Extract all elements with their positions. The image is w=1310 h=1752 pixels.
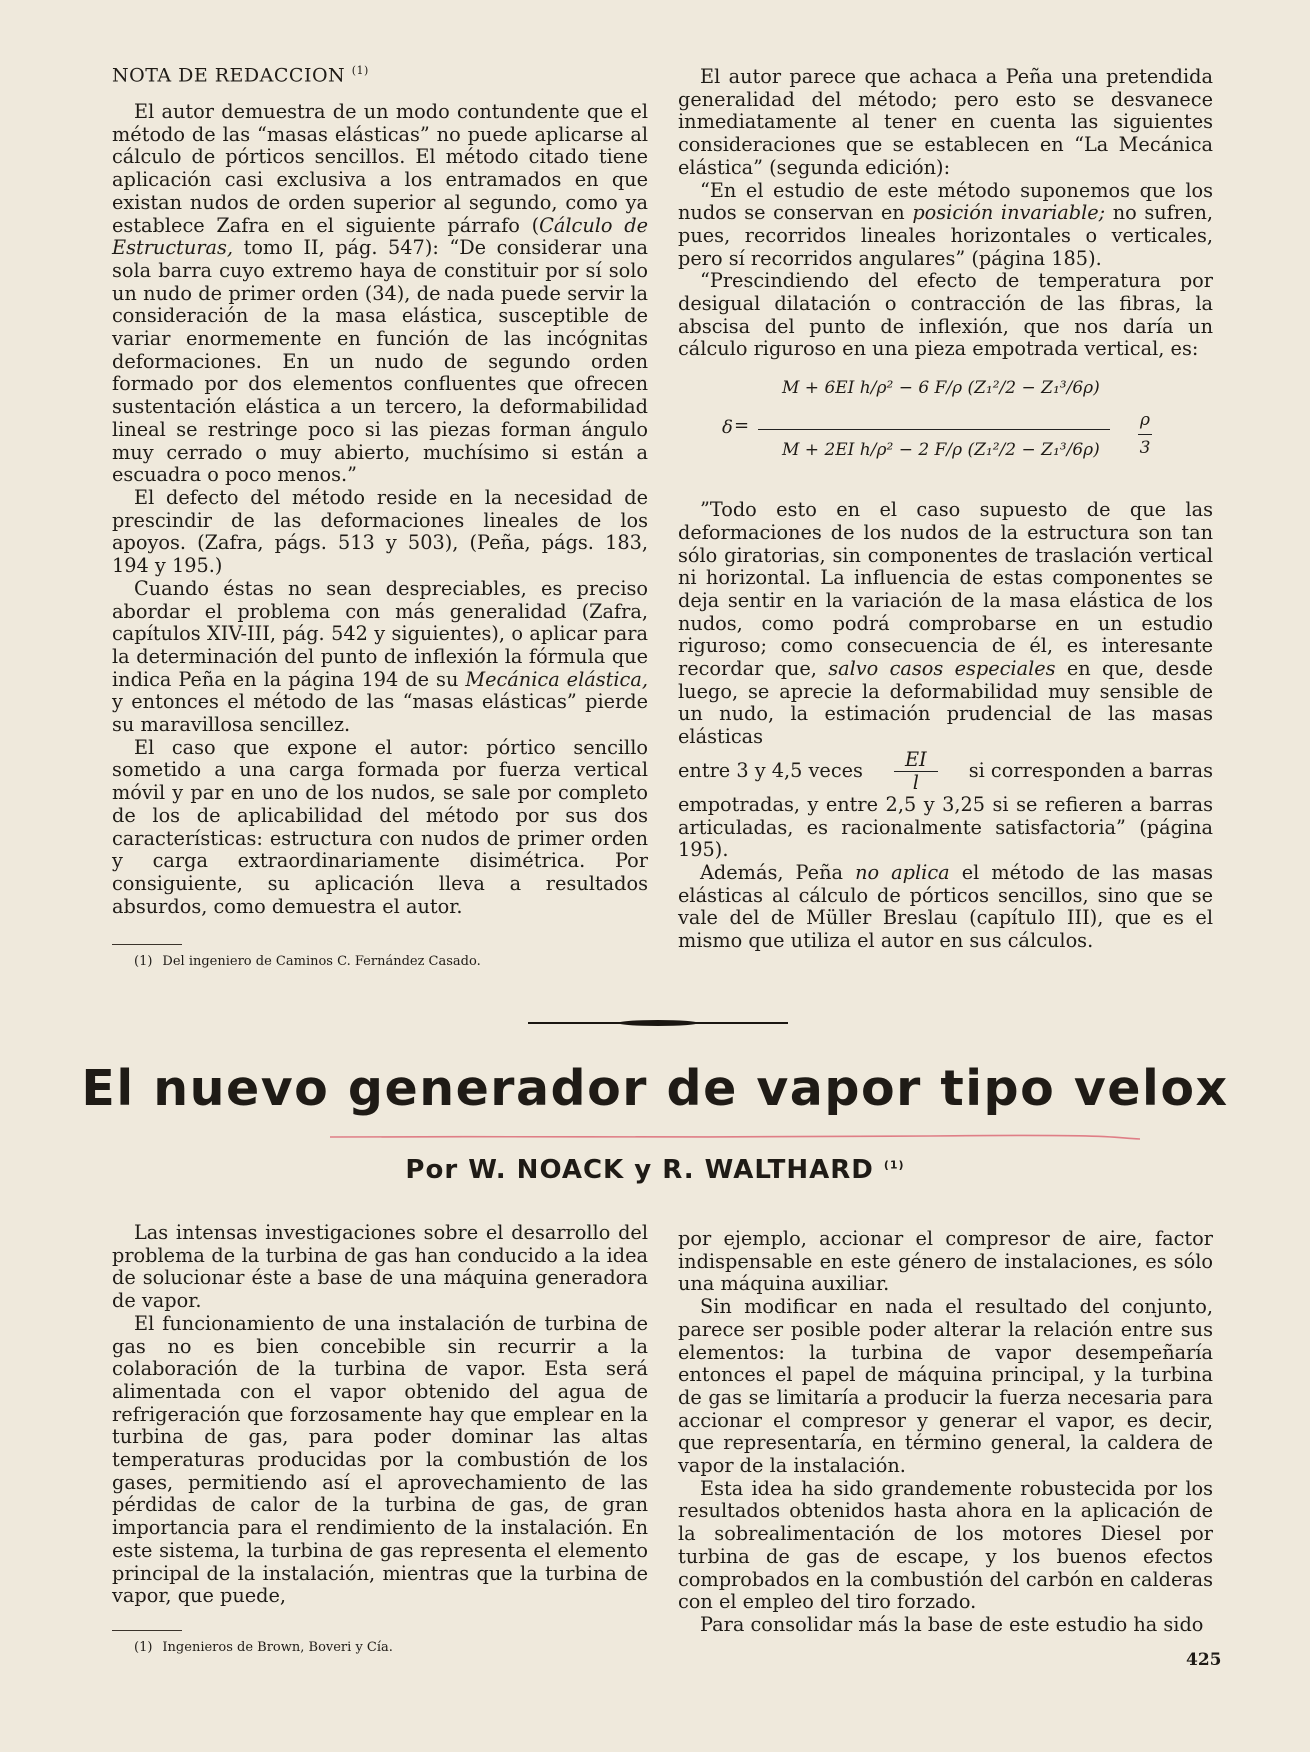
right-paragraph bbox=[678, 180, 1213, 271]
text-run: entre 3 y 4,5 veces bbox=[678, 759, 863, 783]
nota-paragraph: El defecto del método reside en la necesidad de prescindir de las deformaciones lineales de los apoyos. (Zafra, págs. 513 y 503), (Peña, págs. 183, 194 y 195.) bbox=[112, 485, 648, 578]
nota-heading-ref: (1) bbox=[351, 64, 369, 77]
footnote-mark: (1) bbox=[134, 954, 153, 970]
right-column bbox=[678, 66, 1213, 953]
formula-equals: = bbox=[734, 415, 750, 437]
text-run: y entonces el método de las “masas elásticas” pierde su maravillosa sencillez. bbox=[112, 690, 648, 737]
formula-numerator: M + 6EI h/ρ² − 6 F/ρ (Z₁²/2 − Z₁³/6ρ) bbox=[782, 378, 1100, 399]
article-left-column bbox=[112, 1222, 648, 1657]
article-paragraph: Para consolidar más la base de este estudio ha sido bbox=[700, 1612, 1204, 1636]
right-paragraph-ratio-line bbox=[678, 749, 1213, 794]
article-paragraph: Sin modificar en nada el resultado del conjunto, parece ser posible poder alterar la relación entre sus elementos: la turbina de vapor desempeñaría entonces el papel de máquina principal, y la turbina de gas se limitaría a producir la fuerza necesaria para accionar el compresor y generar el vapor, es decir, que representaría, en término general, la caldera de vapor de la instalación. bbox=[678, 1295, 1213, 1478]
footnote-rule bbox=[112, 1630, 182, 1631]
ei-over-l-ratio bbox=[894, 749, 938, 794]
right-paragraph: “Prescindiendo del efecto de temperatura por desigual dilatación o contracción de las fibras, la abscisa del punto de inflexión, que nos daría un cálculo riguroso en una pieza empotrada vertical, es: bbox=[678, 269, 1213, 361]
article-title: El nuevo generador de vapor tipo velox bbox=[81, 1060, 1229, 1117]
text-run: no sufren, pues, recorridos lineales horizontales o verticales, pero sí recorridos angulares” (página 185). bbox=[678, 201, 1213, 270]
text-run-italic: salvo casos especiales bbox=[828, 657, 1056, 681]
right-paragraph bbox=[678, 499, 1213, 749]
footnote-rule bbox=[112, 944, 182, 945]
article-right-column bbox=[678, 1228, 1213, 1637]
text-run-italic: Mecánica elástica, bbox=[465, 667, 648, 691]
right-paragraph: El autor parece que achaca a Peña una pretendida generalidad del método; pero esto se desvanece inmediatamente al tener en cuenta las siguientes consideraciones que se establecen en “La Mecánica elástica” (segunda edición): bbox=[678, 65, 1213, 179]
text-run-italic: no aplica bbox=[855, 860, 950, 884]
right-paragraph: empotradas, y entre 2,5 y 3,25 si se refieren a barras articuladas, es racionalmente satisfactoria” (página 195). bbox=[678, 792, 1213, 862]
fraction-bar bbox=[758, 429, 1110, 430]
right-paragraph bbox=[678, 862, 1213, 953]
article-paragraph: por ejemplo, accionar el compresor de aire, factor indispensable en este género de instalaciones, es sólo una máquina auxiliar. bbox=[678, 1227, 1213, 1296]
rhs-denominator: 3 bbox=[1139, 437, 1151, 458]
footnote-text: Ingenieros de Brown, Boveri y Cía. bbox=[162, 1639, 393, 1655]
rhs-bar bbox=[1138, 434, 1152, 435]
page-number: 425 bbox=[1186, 1650, 1222, 1670]
nota-heading-text: NOTA DE REDACCION bbox=[112, 64, 346, 87]
text-run: tomo II, pág. 547): “De considerar una sola barra cuyo extremo haya de constituir por sí solo un nudo de primer orden (34), de nada puede servir la consideración de la masa elástica, susceptible de variar enormemente en función de las incógnitas deformaciones. En un nudo de segundo orden formado por dos elementos confluentes que ofrecen sustentación elástica a un tercero, la deformabilidad lineal se restringe poco si las piezas forman ángulo muy cerrado o muy abierto, muchísimo si están a escuadra o poco menos.” bbox=[112, 236, 648, 487]
nota-paragraph bbox=[112, 578, 648, 737]
authors-ref: (1) bbox=[883, 1158, 905, 1172]
text-run: Además, Peña bbox=[700, 860, 856, 884]
footnote-text: Del ingeniero de Caminos C. Fernández Casado. bbox=[162, 954, 481, 970]
text-run: ”Todo esto en el caso supuesto de que las deformaciones de los nudos de la estructura son tan sólo giratorias, sin componentes de traslación vertical ni horizontal. La influencia de estas componentes se deja sentir en la variación de la masa elástica de los nudos, como podrá comprobarse en un estudio riguroso; como consecuencia de él, es interesante recordar que, bbox=[678, 498, 1213, 681]
text-run-italic: posición invariable; bbox=[912, 201, 1106, 225]
section-divider bbox=[528, 1020, 788, 1026]
ratio-top: EI bbox=[904, 747, 927, 771]
red-underline bbox=[330, 1134, 1140, 1140]
footnote-mark: (1) bbox=[134, 1639, 153, 1655]
nota-paragraph bbox=[112, 101, 648, 487]
article-paragraph: El funcionamiento de una instalación de turbina de gas no es bien concebible sin recurrir a la colaboración de la turbina de vapor. Esta será alimentada con el vapor obtenido del agua de refrigeración que forzosamente hay que emplear en la turbina de gas, para poder dominar las altas temperaturas producidas por la combustión de los gases, permitiendo así el aprovechamiento de las pérdidas de calor de la turbina de gas, de gran importancia para el rendimiento de la instalación. En este sistema, la turbina de gas representa el elemento principal de la instalación, mientras que la turbina de vapor, que puede, bbox=[112, 1311, 648, 1608]
inflection-formula bbox=[678, 375, 1213, 487]
article-paragraph: Las intensas investigaciones sobre el desarrollo del problema de la turbina de gas han conducido a la idea de solucionar éste a base de una máquina generadora de vapor. bbox=[112, 1221, 648, 1313]
divider-ornament bbox=[618, 1020, 698, 1026]
article-paragraph: Esta idea ha sido grandemente robustecida por los resultados obtenidos hasta ahora en la aplicación de la sobrealimentación de los motores Diesel por turbina de gas de escape, y los buenos efectos comprobados en la combustión del carbón en calderas con el empleo del tiro forzado. bbox=[678, 1476, 1213, 1614]
authors-text: Por W. NOACK y R. WALTHARD bbox=[405, 1155, 874, 1185]
rhs-numerator: ρ bbox=[1140, 410, 1150, 431]
text-run: Cuando éstas no sean despreciables, es preciso abordar el problema con más generalidad (Zafra, capítulos XIV-III, pág. 542 y siguientes), o aplicar para la determinación del punto de inflexión la fórmula que indica Peña en la página 194 de su bbox=[112, 576, 648, 691]
nota-paragraph: El caso que expone el autor: pórtico sencillo sometido a una carga formada por fuerza vertical móvil y par en uno de los nudos, se sale por completo de los de aplicabilidad del método por sus dos características: estructura con nudos de primer orden y carga extraordinariamente disimétrica. Por consiguiente, su aplicación lleva a resultados absurdos, como demuestra el autor. bbox=[112, 735, 648, 918]
formula-denominator: M + 2EI h/ρ² − 2 F/ρ (Z₁²/2 − Z₁³/6ρ) bbox=[782, 440, 1100, 461]
text-run-italic: Cálculo de Estructuras, bbox=[112, 213, 648, 260]
nota-heading bbox=[112, 60, 648, 87]
article-footnote bbox=[112, 1639, 648, 1657]
text-run: en que, desde luego, se aprecie la deformabilidad muy sensible de un nudo, la estimación prudencial de las masas elásticas bbox=[678, 657, 1213, 749]
article-authors bbox=[0, 1155, 1310, 1185]
text-run: el método de las masas elásticas al cálculo de pórticos sencillos, sino que se vale del de Müller Breslau (capítulo III), que es el mismo que utiliza el autor en sus cálculos. bbox=[678, 860, 1213, 953]
text-run: El autor demuestra de un modo contundente que el método de las “masas elásticas” no puede aplicarse al cálculo de pórticos sencillos. El método citado tiene aplicación casi exclusiva a los entramados en que existan nudos de orden superior al segundo, como ya establece Zafra en el siguiente párrafo ( bbox=[112, 100, 648, 237]
text-run: “En el estudio de este método suponemos que los nudos se conservan en bbox=[678, 178, 1213, 225]
formula-lhs: δ bbox=[722, 417, 733, 439]
nota-footnote bbox=[112, 953, 648, 971]
ratio-bottom: l bbox=[912, 770, 919, 794]
text-run: si corresponden a barras bbox=[968, 759, 1213, 783]
nota-column bbox=[112, 60, 648, 971]
formula-rhs-fraction bbox=[1138, 409, 1152, 459]
